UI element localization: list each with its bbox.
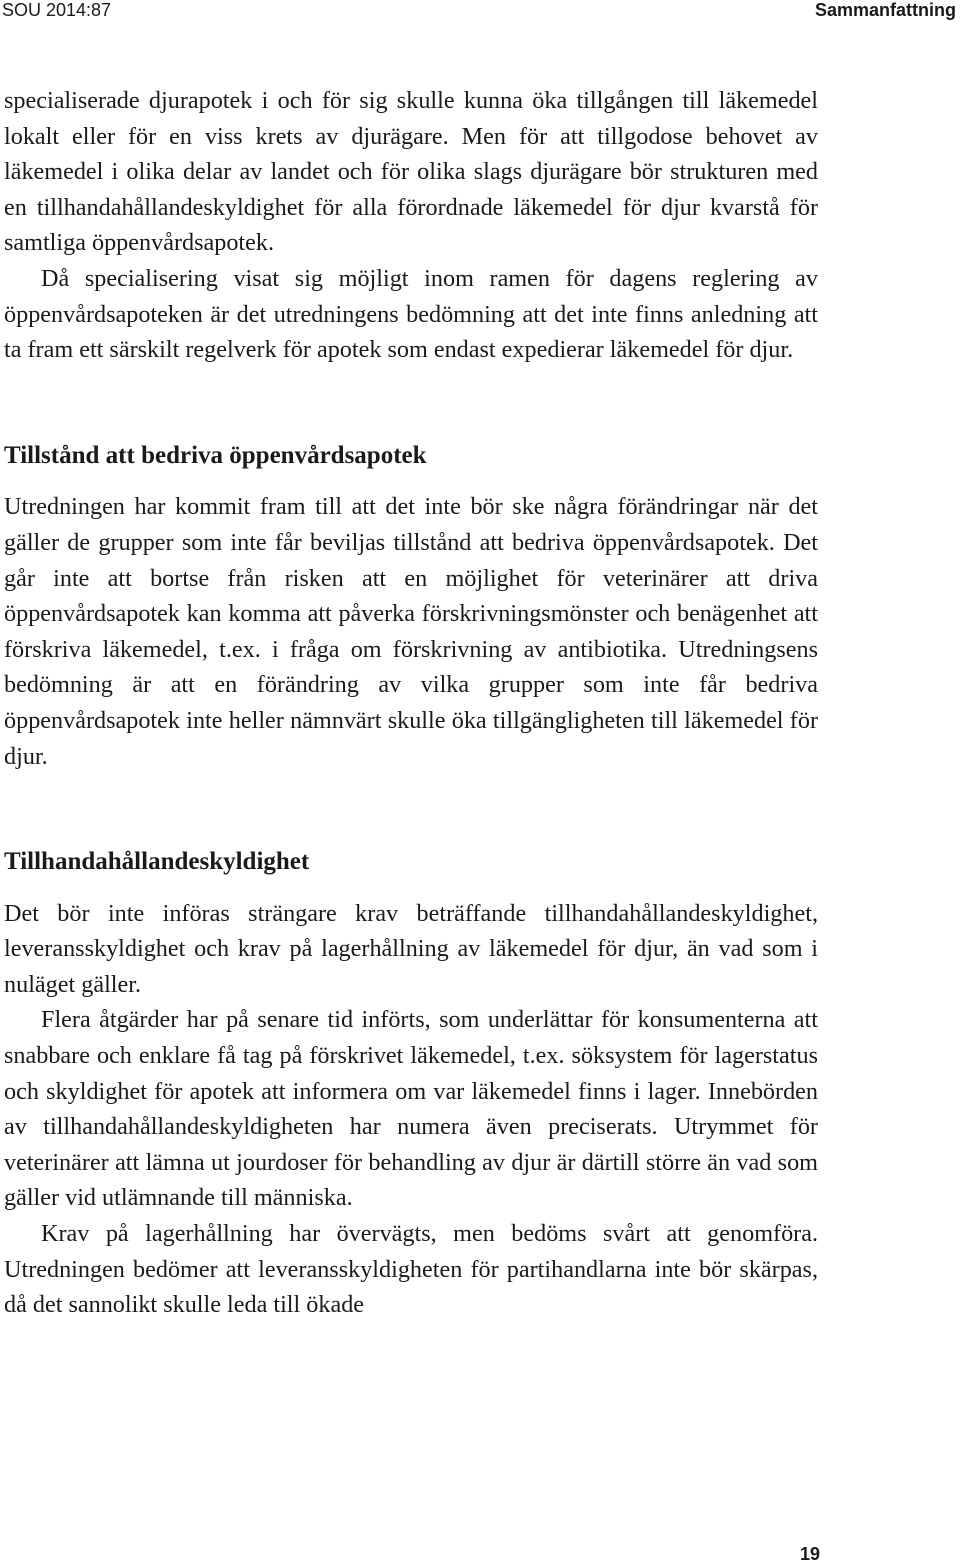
section-heading: Tillhandahållandeskyldighet (4, 848, 310, 876)
paragraph: specialiserade djurapotek i och för sig skulle kunna öka tillgången till läkemedel lokalt eller för en viss krets av djurägare. Men för att tillgodose behovet av läkemedel i olika delar av landet och för olika slags djurägare bör strukturen med en tillhandahållandeskyldighet för alla förordnade läkemedel för djur kvarstå för samtliga öppenvårdsapotek. (4, 87, 818, 257)
paragraph: Krav på lagerhållning har övervägts, men bedöms svårt att genomföra. Utredningen bedömer att leveransskyldigheten för partihandlarna inte bör skärpas, då det sannolikt skulle leda till ökade (4, 1220, 818, 1319)
paragraph: Flera åtgärder har på senare tid införts, som underlättar för konsumenterna att snabbare och enklare få tag på förskrivet läkemedel, t.ex. söksystem för lagerstatus och skyldighet för apotek att informera om var läkemedel finns i lager. Innebörden av tillhandahållandeskyldigheten har numera även preciserats. Utrymmet för veterinärer att lämna ut jourdoser för behandling av djur är därtill större än vad som gäller vid utlämnande till människa. (4, 1006, 818, 1212)
page-number: 19 (799, 1544, 820, 1564)
paragraph: Det bör inte införas strängare krav beträffande tillhandahållandeskyldighet, leveransskyldighet och krav på lagerhållning av läkemedel för djur, än vad som i nuläget gäller. (4, 899, 818, 998)
paragraph: Utredningen har kommit fram till att det inte bör ske några förändringar när det gäller de grupper som inte får beviljas tillstånd att bedriva öppenvårdsapotek. Det går inte att bortse från risken att en möjlighet för veterinärer att driva öppenvårdsapotek kan komma att påverka förskrivningsmönster och benägenhet att förskriva läkemedel, t.ex. i fråga om förskrivning av antibiotika. Utredningsens bedömning är att en förändring av vilka grupper som inte får bedriva öppenvårdsapotek inte heller nämnvärt skulle öka tillgängligheten till läkemedel för djur. (4, 493, 818, 770)
page-body (4, 83, 818, 1323)
paragraph: Då specialisering visat sig möjligt inom ramen för dagens reglering av öppenvårdsapoteken är det utredningens bedömning att det inte finns anledning att ta fram ett särskilt regelverk för apotek som endast expedierar läkemedel för djur. (4, 264, 818, 364)
running-header (0, 0, 960, 26)
report-number: SOU 2014:87 (2, 0, 112, 20)
section-title: Sammanfattning (814, 0, 956, 20)
section-heading: Tillstånd att bedriva öppenvårdsapotek (4, 441, 427, 469)
